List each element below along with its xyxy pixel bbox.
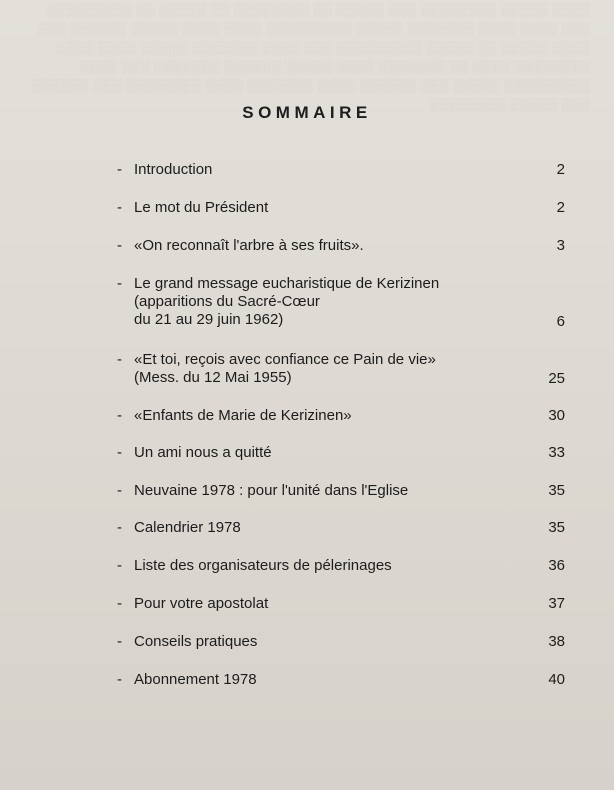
- entry-title: Abonnement 1978: [134, 671, 257, 688]
- entry-title: Le mot du Président: [134, 199, 269, 216]
- entry-dash: -: [117, 199, 122, 216]
- entry-page-number: 25: [548, 370, 565, 387]
- entry-dash: -: [117, 557, 122, 574]
- entry-dash: -: [117, 161, 122, 178]
- entry-title: Le grand message eucharistique de Kerizinen (apparitions du Sacré-Cœur du 21 au 29 juin 1962): [134, 275, 440, 328]
- bleed-through-background: ░░░░ ░░░░░ ░░░░░░░░ ░░░ ░░░░░ ░░ ░░░░░░░░ ░░ ░░░░░ ░░ ░░░░░░░░░ ░░░ ░░░░ ░░░░ ░░░░░░░ ░░░░░ ░░░░░░░░░ ░░░░ ░░░░ ░░░░░ ░░░░░░ ░░░ ░░░░ ░░░░░ ░░ ░░░░░ ░░░░░░░░░ ░░░ ░░░░ ░░░░░░░ ░░░░░ ░░░░ ░░░░ ░░░░░░░░ ░░░░ ░░ ░░░░░░░ ░░░░ ░░░░░ ░░░░░░ ░░░░░░░ ░░░ ░░░░ ░░░░░░░░░ ░░░░░ ░░░ ░░░░░░ ░░░░ ░░░░░░░ ░░░░ ░░░░░░░░ ░░░ ░░░░░░ ░░░ ░░░░░ ░░░░░░░░: [31, 2, 590, 112]
- entry-dash: -: [117, 351, 122, 368]
- entry-page-number: 38: [548, 633, 565, 650]
- page-title: SOMMAIRE: [242, 103, 372, 122]
- entry-page-number: 2: [556, 199, 565, 216]
- entry-page-number: 36: [548, 557, 565, 574]
- entry-title: Un ami nous a quitté: [134, 444, 272, 461]
- entry-page-number: 6: [556, 313, 565, 330]
- entry-dash: -: [117, 237, 122, 254]
- entry-title: Liste des organisateurs de pélerinages: [134, 557, 392, 574]
- entry-title: «On reconnaît l'arbre à ses fruits».: [134, 237, 364, 254]
- entry-dash: -: [117, 482, 122, 499]
- entry-dash: -: [117, 444, 122, 461]
- entry-title: «Et toi, reçois avec confiance ce Pain de vie» (Mess. du 12 Mai 1955): [134, 351, 436, 386]
- entry-dash: -: [117, 275, 122, 292]
- entry-dash: -: [117, 595, 122, 612]
- entry-dash: -: [117, 519, 122, 536]
- entry-dash: -: [117, 671, 122, 688]
- entry-page-number: 35: [548, 519, 565, 536]
- entry-page-number: 33: [548, 444, 565, 461]
- entry-title: Pour votre apostolat: [134, 595, 269, 612]
- entry-page-number: 40: [548, 671, 565, 688]
- entry-page-number: 3: [556, 237, 565, 254]
- entry-title: Calendrier 1978: [134, 519, 241, 536]
- entry-dash: -: [117, 407, 122, 424]
- entry-title: «Enfants de Marie de Kerizinen»: [134, 407, 352, 424]
- entry-title: Introduction: [134, 161, 213, 178]
- entry-title: Neuvaine 1978 : pour l'unité dans l'Eglise: [134, 482, 409, 499]
- entry-page-number: 35: [548, 482, 565, 499]
- entry-title: Conseils pratiques: [134, 633, 258, 650]
- entry-page-number: 37: [548, 595, 565, 612]
- entry-page-number: 2: [556, 161, 565, 178]
- entry-page-number: 30: [548, 407, 565, 424]
- entry-dash: -: [117, 633, 122, 650]
